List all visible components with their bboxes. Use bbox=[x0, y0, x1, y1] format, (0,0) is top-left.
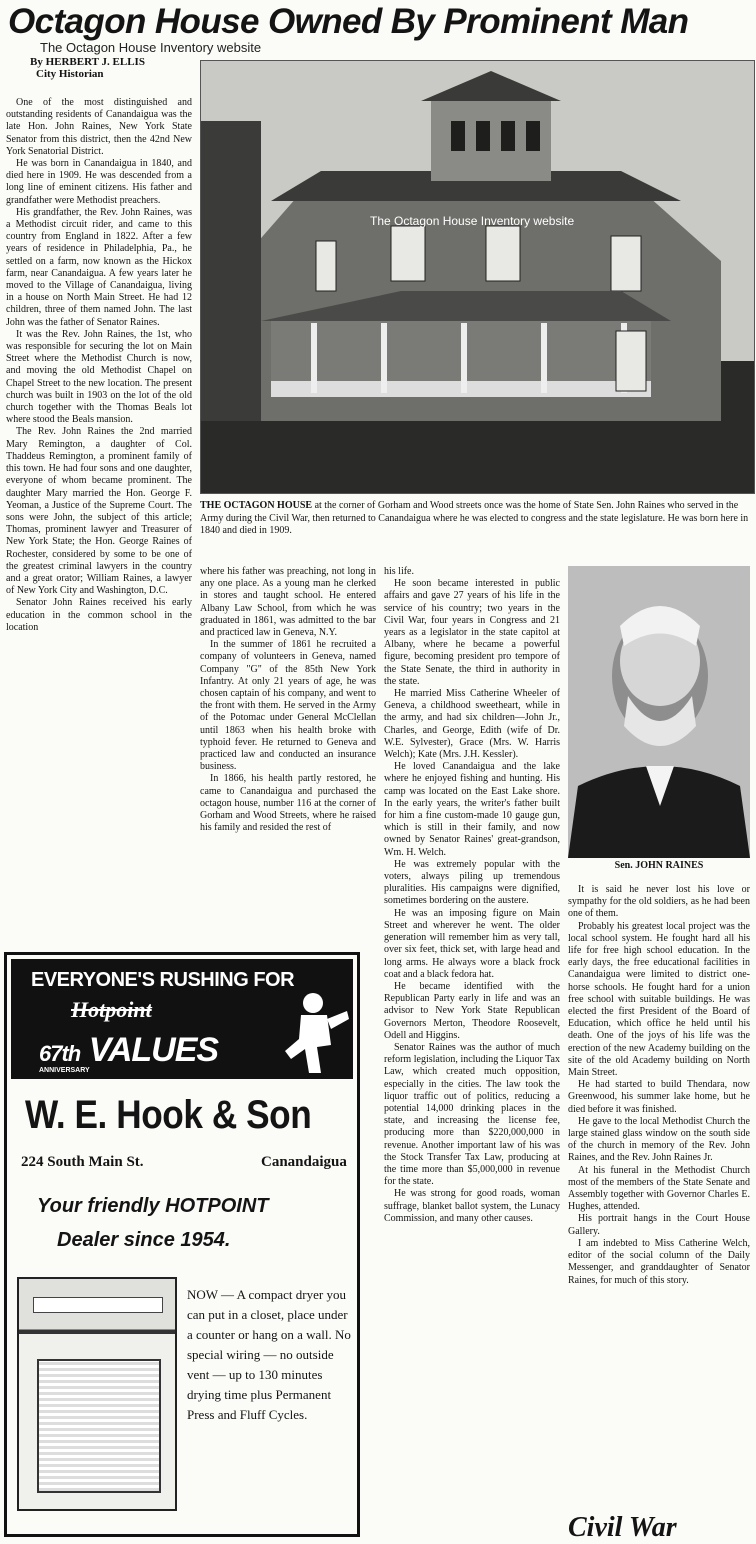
paragraph: Probably his greatest local project was the local school system. He fought hard all his life for free high school education. In the early days, the free educational facilities in Canandaigua were limited to district one-horse schools. He fought hard for a union free school with suitable buildings. He was elected the first President of the Board of Education, which office he held until his death. One of the joys of his life was the erection of the new Academy building on the site of the old Academy building on North Main Street. bbox=[568, 920, 750, 1079]
ad-headline: EVERYONE'S RUSHING FOR bbox=[31, 969, 295, 991]
photo-caption-text: at the corner of Gorham and Wood streets once was the home of State Sen. John Raines who served in the Army during the Civil War, then returned to Canandaigua where he was elected to congress and the state legislature. He was born here in 1840 and died in 1909. bbox=[200, 500, 749, 536]
article-column-2 bbox=[200, 566, 376, 952]
article-column-4 bbox=[568, 884, 750, 1504]
ad-values-number: 67th bbox=[39, 1041, 81, 1066]
paragraph: The Rev. John Raines the 2nd married Mary Remington, a daughter of Col. Thaddeus Remington, a prominent family of this town. He had four sons and one daughter, everyone of whom became prominent. The daughter Mary married the Hon. George F. Yeoman, a Justice of the Supreme Court. The sons were John, the subject of this article; Thomas, prominent lawyer and Treasurer of New York State; the Hon. George Raines of Rochester, considered by some to be one of the greatest criminal lawyers in the country and a great orator; William Raines, a lawyer of New York City and Washington, D.C. bbox=[6, 426, 192, 597]
dryer-illustration bbox=[17, 1277, 177, 1511]
senator-portrait bbox=[568, 566, 750, 858]
dryer-control-panel bbox=[33, 1297, 163, 1313]
paragraph: He had started to build Thendara, now Greenwood, his summer lake home, but he died before it was finished. bbox=[568, 1079, 750, 1115]
ad-values bbox=[39, 1031, 218, 1070]
ad-brand: Hotpoint bbox=[71, 997, 152, 1022]
paragraph: He was extremely popular with the voters, always piling up tremendous pluralities. His campaigns were dignified, sometimes bordering on the austere. bbox=[384, 858, 560, 907]
photo-caption bbox=[200, 500, 753, 538]
paragraph: It was the Rev. John Raines, the 1st, who was responsible for securing the lot on Main Street where the Methodist Church is now, and moving the old Methodist Chapel on Chapel Street to the new location. The present church was built in 1903 on the lot of the old church together with the Thomas Beals lot where stood the Beals mansion. bbox=[6, 328, 192, 426]
paragraph: I am indebted to Miss Catherine Welch, editor of the social column of the Daily Messenger, and granddaughter of Senator Raines, for much of this story. bbox=[568, 1237, 750, 1286]
next-article-headline: Civil War bbox=[568, 1512, 677, 1543]
paragraph: Senator Raines was the author of much reform legislation, including the Liquor Tax Law, which created much opposition, especially in the cities. The law took the liquor traffic out of politics, reducing a potential 14,000 drinking places in the state, and increasing the license fee, producing more than $220,000,000 in revenue. Another important law of his was the Stock Transfer Tax Law, producing at the time more than $5,000,000 in revenue for the state. bbox=[384, 1041, 560, 1188]
paragraph: his life. bbox=[384, 566, 414, 577]
paragraph: Senator John Raines received his early education in the common school in the location bbox=[6, 597, 192, 633]
watermark-photo: The Octagon House Inventory website bbox=[370, 214, 575, 228]
paragraph: where his father was preaching, not long in any one place. As a young man he clerked in stores and taught school. He entered Albany Law School, from which he was graduated in 1861, was admitted to the bar and practiced law in Geneva, N.Y. bbox=[200, 566, 376, 639]
paragraph: It is said he never lost his love or sympathy for the old soldiers, as he had been one of them. bbox=[568, 884, 750, 920]
paragraph: He soon became interested in public affairs and gave 27 years of his life in the service of his country; two years in the Civil War, four years in Congress and 21 years as a legislator in the state capitol at Albany, where he became a powerful figure, becoming president pro tempore of the State Senate, the third in authority in the state. bbox=[384, 578, 560, 687]
byline bbox=[30, 56, 145, 80]
paragraph: He was born in Canandaigua in 1840, and died here in 1909. He was descended from a long line of eminent citizens. His father and grandfather were Methodist preachers. bbox=[6, 158, 192, 206]
octagon-house-illustration bbox=[201, 61, 754, 493]
article-column-3 bbox=[384, 566, 560, 1538]
article-column-1 bbox=[6, 97, 192, 952]
octagon-house-photo bbox=[200, 60, 755, 494]
paragraph: He became identified with the Republican Party early in life and was an advisor to New York State Republican Governors Merton, Theodore Roosevelt, Odell and Higgins. bbox=[384, 980, 560, 1041]
paragraph: One of the most distinguished and outstanding residents of Canandaigua was the late Hon. John Raines, New York State Senator from this district, then the 42nd New York Senatorial District. bbox=[6, 97, 192, 157]
paragraph: He married Miss Catherine Wheeler of Geneva, a childhood sweetheart, while in the army, and had six children—John Jr., Charles, and George, Edith (wife of Dr. W.E. Sylvester), Grace (Mrs. W. Harris Welch); Kate (Mrs. J.H. Kessler). bbox=[384, 688, 560, 761]
ad-city: Canandaigua bbox=[261, 1154, 347, 1170]
ad-body: NOW — A compact dryer you can put in a closet, place under a counter or hang on a wall. No special wiring — no outside vent — up to 130 minutes drying time plus Permanent Press and Fluff Cycles. bbox=[187, 1287, 351, 1422]
photo-caption-lead: THE OCTAGON HOUSE bbox=[200, 500, 313, 511]
ad-tagline-2: Dealer since 1954. bbox=[57, 1229, 231, 1251]
dryer-door bbox=[37, 1359, 161, 1493]
hotpoint-advertisement bbox=[4, 952, 360, 1537]
paragraph: He was strong for good roads, woman suffrage, blanket ballot system, the Lunacy Commission, and many other causes. bbox=[384, 1188, 560, 1224]
paragraph: His grandfather, the Rev. John Raines, was a Methodist circuit rider, and came to this country from England in 1822. After a few years of residence in Philadelphia, Pa., he settled on a farm, now known as the Hickox farm, near Canandaigua. A few years later he moved to the Village of Canandaigua, living in a house on North Main Street. He had 12 children, three of them named John. The last John was the father of Senator Raines. bbox=[6, 206, 192, 328]
paragraph: He was an imposing figure on Main Street and wherever he went. The older generation will remember him as very tall, over six feet, thick set, with large head and long arms. He always wore a black frock coat and a black fedora hat. bbox=[384, 907, 560, 980]
ad-anniversary: ANNIVERSARY bbox=[39, 1067, 90, 1074]
paragraph: In 1866, his health partly restored, he came to Canandaigua and purchased the octagon house, number 116 at the corner of Gorham and Wood Streets, where he raised his family and resided the rest of bbox=[200, 773, 376, 834]
byline-author: By HERBERT J. ELLIS bbox=[30, 56, 145, 68]
watermark-top: The Octagon House Inventory website bbox=[40, 40, 262, 55]
paragraph: In the summer of 1861 he recruited a company of volunteers in Geneva, named Company "G" of the 85th New York Infantry. At only 21 years of age, he was chosen captain of his company, and went to the front with them. He served in the Army of the Potomac under General McClellan until 1863 when his health broke with typhoid fever. He returned to Geneva and practiced law and conducted an insurance business. bbox=[200, 639, 376, 773]
paragraph: He gave to the local Methodist Church the large stained glass window on the south side of the church in memory of the Rev. John Raines, and the Rev. John Raines Jr. bbox=[568, 1115, 750, 1164]
ad-company: W. E. Hook & Son bbox=[25, 1093, 312, 1137]
paragraph: His portrait hangs in the Court House Gallery. bbox=[568, 1213, 750, 1237]
paragraph: He loved Canandaigua and the lake where he enjoyed fishing and hunting. His camp was located on the East Lake shore. In the early years, the writer's father built for him a fine custom-made 10 gauge gun, which is still in their family, and now owned by Senator Raines' great-grandson, Wm. H. Welch. bbox=[384, 761, 560, 858]
byline-title: City Historian bbox=[36, 68, 104, 80]
running-figure-icon bbox=[261, 989, 351, 1075]
portrait-caption: Sen. JOHN RAINES bbox=[614, 860, 704, 871]
portrait-illustration bbox=[568, 566, 750, 858]
ad-tagline-1: Your friendly HOTPOINT bbox=[37, 1195, 269, 1217]
ad-address: 224 South Main St. bbox=[21, 1154, 144, 1170]
ad-values-word: VALUES bbox=[88, 1031, 219, 1069]
headline: Octagon House Owned By Prominent Man bbox=[8, 2, 689, 41]
paragraph: At his funeral in the Methodist Church most of the members of the State Senate and Assembly together with Governor Charles E. Hughes, attended. bbox=[568, 1164, 750, 1213]
ad-banner bbox=[11, 959, 353, 1079]
